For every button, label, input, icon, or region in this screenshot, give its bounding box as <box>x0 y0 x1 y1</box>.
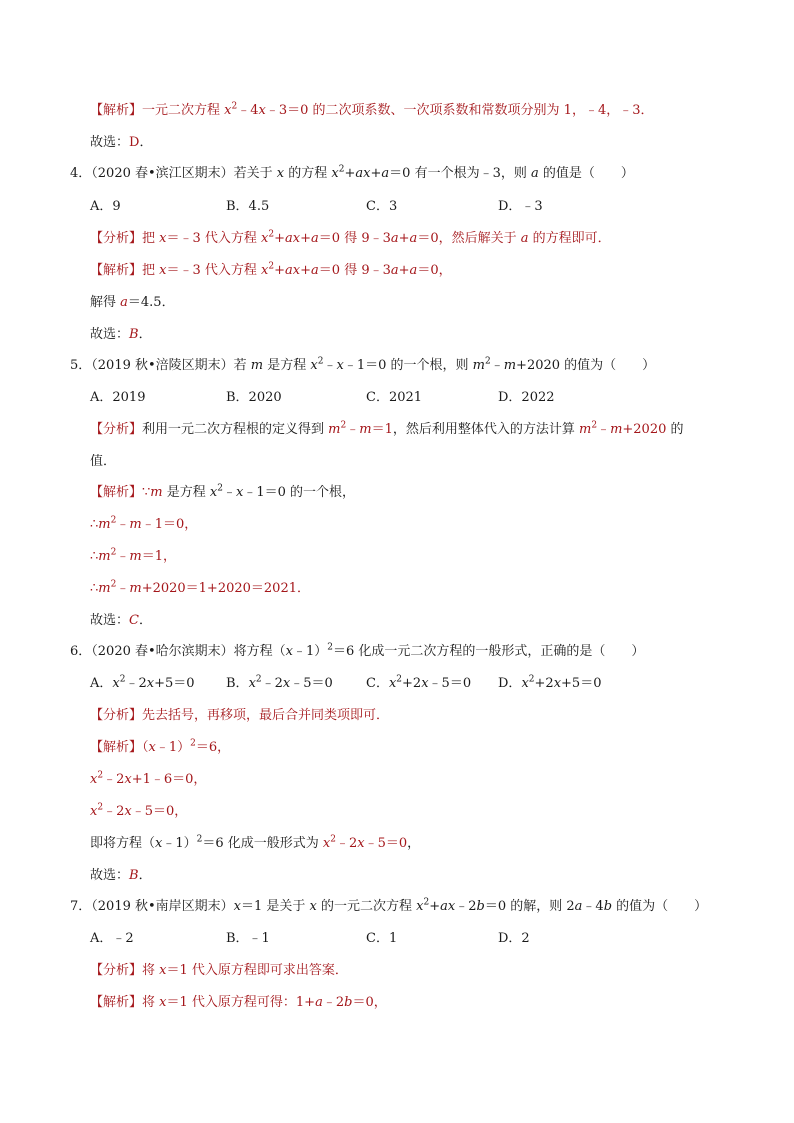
q5-option-b: B．2020 <box>226 390 282 405</box>
q4-analysis <box>90 230 611 248</box>
q4-option-b: B．4.5 <box>226 199 270 214</box>
q4-solution-text: 把 x＝﹣3 代入方程 $x^2+ax+a=0$ 得 9﹣3a+a＝0， <box>142 261 452 278</box>
q3-answer-value: D <box>129 135 140 150</box>
analysis-tag: 【分析】 <box>90 963 143 978</box>
q3-solution-line <box>90 102 653 120</box>
q5-option-a: A．2019 <box>90 390 146 405</box>
q3-equation: $x^2﹣4x﹣3=0$ <box>224 101 309 118</box>
q4-var-x: x <box>276 166 285 181</box>
q6-solution-2: $x^2﹣2x+1﹣6=0$， <box>90 770 207 787</box>
q5-solution-2: $\therefore m^2﹣m﹣1=0$， <box>90 515 198 532</box>
q4-option-c: C．3 <box>366 199 398 214</box>
answer-prefix: 故选： <box>90 135 130 150</box>
solution-tag: 【解析】 <box>90 103 143 118</box>
q7-option-b: B．﹣1 <box>226 931 270 946</box>
q5-option-c: C．2021 <box>366 390 423 405</box>
q5-solution-1: 【解析】∵m 是方程 $x^2﹣x﹣1=0$ 的一个根， <box>90 483 356 500</box>
answer-suffix: ． <box>139 135 153 150</box>
q6-analysis <box>90 707 389 725</box>
analysis-tag: 【分析】 <box>90 231 143 246</box>
q7-option-c: C．1 <box>366 931 398 946</box>
solution-tag: 【解析】 <box>90 740 143 755</box>
q6-solution-4: 即将方程（x﹣1）$^2$＝6 化成一般形式为 $x^2﹣2x﹣5=0$， <box>90 834 421 851</box>
q4-solution <box>90 262 452 280</box>
q4-equation: $x^2+ax+a=0$ <box>331 164 411 181</box>
analysis-tag: 【分析】 <box>90 422 143 437</box>
q4-var-a: a <box>530 166 539 181</box>
q3-answer-line <box>90 134 152 152</box>
q4-analysis-text: 把 x＝﹣3 代入方程 $x^2+ax+a=0$ 得 9﹣3a+a＝0，然后解关于 a 的方程即可． <box>142 229 611 246</box>
q7-analysis-text: 将 x＝1 代入原方程即可求出答案． <box>142 963 348 978</box>
q7-solution-1: 【解析】将 x＝1 代入原方程可得：1+a﹣2b＝0， <box>90 995 387 1010</box>
q6-solution-3: $x^2﹣2x﹣5=0$， <box>90 802 188 819</box>
q4-answer-line: 故选：B． <box>90 327 152 342</box>
q7-stem: 7．（2019 秋•南岸区期末）x＝1 是关于 x 的一元二次方程 $x^2+ax﹣2b=0$ 的解，则 2a﹣4b 的值为（ ） <box>70 897 708 914</box>
q7-option-a: A．﹣2 <box>90 931 134 946</box>
q4-option-a: A．9 <box>90 199 121 214</box>
q4-solve-line: 解得 a＝4.5． <box>90 295 175 310</box>
q4-stem <box>70 165 634 183</box>
q3-solution-text: 一元二次方程 <box>142 103 225 118</box>
q7-option-d: D．2 <box>498 931 530 946</box>
q4-stem-part4: 的值是（ ） <box>538 166 634 181</box>
q4-stem-part2: 的方程 <box>284 166 332 181</box>
solution-tag: 【解析】 <box>90 263 143 278</box>
q7-analysis <box>90 962 348 980</box>
q6-option-a: A．$x^2﹣2x+5=0$ <box>90 674 195 691</box>
analysis-tag: 【分析】 <box>90 708 143 723</box>
q4-option-d: D．﹣3 <box>498 199 543 214</box>
q5-solution-3: $\therefore m^2﹣m=1$， <box>90 547 176 564</box>
q5-answer-line: 故选：C． <box>90 613 152 628</box>
q5-stem: 5．（2019 秋•涪陵区期末）若 m 是方程 $x^2﹣x﹣1=0$ 的一个根，则 $m^2﹣m+2020$ 的值为（ ） <box>70 356 656 373</box>
q5-analysis-cont: 值． <box>90 454 117 469</box>
q4-stem-part1: 4．（2020 春•滨江区期末）若关于 <box>70 166 277 181</box>
q5-option-d: D．2022 <box>498 390 555 405</box>
q6-option-d: D．$x^2+2x+5=0$ <box>498 674 602 691</box>
q5-solution-4: $\therefore m^2﹣m+2020=1+2020=2021$． <box>90 579 310 596</box>
q4-stem-part3: 有一个根为﹣3，则 <box>410 166 531 181</box>
q6-stem: 6．（2020 春•哈尔滨期末）将方程（x﹣1）$^2$＝6 化成一元二次方程的一般形式，正确的是（ ） <box>70 642 645 659</box>
q5-analysis: 【分析】利用一元二次方程根的定义得到 $m^2﹣m=1$，然后利用整体代入的方法计算 $m^2﹣m+2020$ 的 <box>90 420 684 437</box>
q3-solution-text-2: 的二次项系数、一次项系数和常数项分别为 1，﹣4，﹣3． <box>308 103 654 118</box>
q6-solution-1: 【解析】（x﹣1）$^2$＝6， <box>90 738 231 755</box>
q6-option-c: C．$x^2+2x﹣5=0$ <box>366 674 472 691</box>
solution-tag: 【解析】 <box>90 485 143 500</box>
solution-tag: 【解析】 <box>90 995 143 1010</box>
q6-answer-line: 故选：B． <box>90 868 152 883</box>
q6-analysis-text: 先去括号，再移项，最后合并同类项即可． <box>142 708 390 723</box>
q6-option-b: B．$x^2﹣2x﹣5=0$ <box>226 674 333 691</box>
